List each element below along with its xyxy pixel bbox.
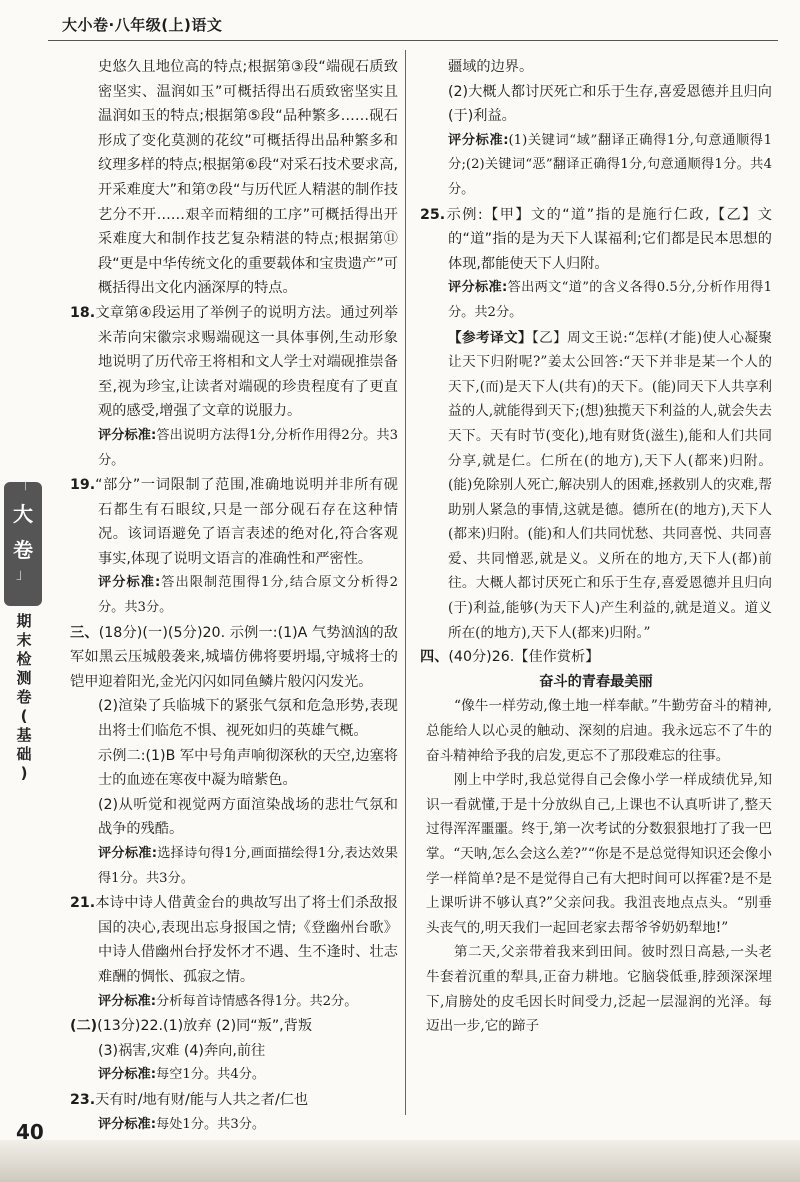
paragraph-text: 文章第④段运用了举例子的说明方法。通过列举米芾向宋徽宗求赐端砚这一具体事例,生动形象地说明了历代帝王将相和文人学士对端砚推崇备至,视为珍宝,让读者对端砚的珍贵程度有了更直观的感受,增强了文章的说服力。 [95,304,398,420]
paragraph-text: 选择诗句得1分,画面描绘得1分,表达效果得1分。共3分。 [98,846,398,886]
paragraph-text: 每空1分。共4分。 [156,1067,266,1083]
answer-paragraph [70,694,398,743]
side-label-char: 检 [16,650,32,668]
criteria-label: 评分标准: [98,575,161,591]
criteria-label: 评分标准: [98,993,157,1009]
paragraph-text: (2)大概人都讨厌死亡和乐于生存,喜爱恩德并且归向(于)利益。 [448,83,772,125]
paragraph-text: 第二天,父亲带着我来到田间。彼时烈日高悬,一头老牛套着沉重的犁具,正奋力耕地。它脑袋低垂,脖颈深深埋下,肩膀处的皮毛因长时间受力,泛起一层湿润的光泽。每迈出一步,它的蹄子 [426,944,772,1035]
paragraph-text: 天有时/地有财/能与人共之者/仁也 [95,1091,309,1108]
answer-paragraph [420,670,772,695]
answer-paragraph [420,129,772,203]
answer-paragraph [420,694,772,768]
answer-paragraph [70,891,398,989]
page-bottom-shade [0,1140,800,1182]
answer-paragraph [70,793,398,842]
answer-paragraph [70,473,398,571]
answer-paragraph [420,55,772,80]
side-label-char: 末 [16,631,32,649]
answer-paragraph [70,571,398,620]
page-number: 40 [16,1120,44,1144]
answer-paragraph [70,990,398,1015]
answer-paragraph [420,645,772,670]
side-tab-bracket-open: 「 [16,481,30,497]
right-column [420,55,772,1039]
answer-paragraph [420,940,772,1038]
side-label-char: 础 [16,745,32,763]
answer-paragraph [420,276,772,325]
answer-paragraph [70,744,398,793]
criteria-label: 评分标准: [448,280,508,296]
side-tab-char: 卷 [13,538,33,562]
side-label-char: ( [20,707,28,725]
answer-paragraph [420,203,772,277]
answer-paragraph [70,424,398,473]
answer-paragraph [70,621,398,695]
side-label-char: 测 [16,669,32,687]
side-tab-bracket-close: 」 [16,567,30,583]
paragraph-text: 疆域的边界。 [448,59,534,75]
paragraph-text: 每处1分。共3分。 [156,1116,266,1132]
paragraph-text: “像牛一样劳动,像土地一样奉献。”牛勤劳奋斗的精神,总能给人以心灵的触动、深刻的启迪。我永远忘不了牛的奋斗精神给予我的启发,更忘不了那段难忘的往事。 [426,698,772,764]
answer-paragraph [70,1063,398,1088]
side-label-char: 卷 [16,688,32,706]
criteria-label: 评分标准: [98,846,157,861]
answer-paragraph [420,80,772,129]
paragraph-text: 示例二:(1)B 军中号角声响彻深秋的天空,边塞将士的血迹在寒夜中凝为暗紫色。 [98,747,398,789]
question-number: 19. [70,477,96,494]
answer-paragraph [420,768,772,940]
paragraph-text: 分析每首诗情感各得1分。共2分。 [156,993,358,1009]
question-number: (二) [70,1018,98,1035]
side-label-char: 期 [16,612,32,630]
paragraph-text: (18分)(一)(5分)20. 示例一:(1)A 气势汹汹的敌军如黑云压城般袭来,城墙仿佛将要坍塌,守城将士的铠甲迎着阳光,金光闪闪如同鱼鳞片般闪闪发光。 [70,624,398,690]
question-number: 25. [420,206,446,223]
paragraph-text: 【乙】周文王说:“怎样(才能)使人心凝聚让天下归附呢?”姜太公回答:“天下并非是某一个人的天下,(而)是天下人(共有)的天下。(能)同天下人共享利益的人,就能得到天下;(想)独揽天下利益的人,就会失去天下。天有时节(变化),地有财货(滋生),能和人们共同分享,就是仁。仁所在(的地方),天下人(都来)归附。(能)免除别人死亡,解决别人的困难,拯救别人的灾难,帮助别人紧急的事情,这就是德。德所在(的地方),天下人(都来)归附。(能)和人们共同忧愁、共同喜悦、共同喜爱、共同憎恶,就是义。义所在的地方,天下人(都)前往。大概人都讨厌死亡和乐于生存,喜爱恩德并且归向(于)利益,能够(为天下人)产生利益的,就是道义。道义所在(的地方),天下人(都来)归附。” [448,329,772,641]
paragraph-text: 本诗中诗人借黄金台的典故写出了将士们杀敌报国的决心,表现出忘身报国之情;《登幽州台歌》中诗人借幽州台抒发怀才不遇、生不逢时、壮志难酬的惆怅、孤寂之情。 [95,895,398,985]
criteria-label: 评分标准: [448,132,509,148]
answer-paragraph [70,1014,398,1039]
paragraph-text: (2)渲染了兵临城下的紧张气氛和危急形势,表现出将士们临危不惧、视死如归的英雄气概。 [98,698,398,740]
header-rule [48,40,778,41]
side-label [12,612,36,783]
side-tab [4,482,42,606]
paragraph-text: (40分)26.【佳作赏析】 [448,649,600,666]
answer-paragraph [70,1088,398,1113]
side-label-char: ) [20,764,28,782]
question-number: 18. [70,304,96,321]
paragraph-text: 答出两文“道”的含义各得0.5分,分析作用得1分。共2分。 [448,280,772,320]
side-tab-char: 大 [13,502,33,526]
paragraph-text: “部分”一词限制了范围,准确地说明并非所有砚石都生有石眼纹,只是一部分砚石存在这种情况。该词语避免了语言表述的绝对化,符合客观事实,体现了说明文语言的准确性和严密性。 [95,477,398,567]
criteria-label: 【参考译文】 [448,329,532,346]
paragraph-text: 答出限制范围得1分,结合原文分析得2分。共3分。 [98,575,398,616]
paragraph-text: (3)祸害,灾难 (4)奔向,前往 [98,1042,266,1059]
answer-paragraph [420,326,772,646]
column-divider [405,50,406,1115]
left-column [70,55,398,1162]
criteria-label: 评分标准: [98,1067,157,1083]
paragraph-text: 示例:【甲】文的“道”指的是施行仁政,【乙】文的“道”指的是为天下人谋福利;它们都是民本思想的体现,都能使天下人归附。 [445,206,772,272]
paragraph-text: 史悠久且地位高的特点;根据第③段“端砚石质致密坚实、温润如玉”可概括得出石质致密坚实且温润如玉的特点;根据第⑤段“品种繁多……砚石形成了变化莫测的花纹”可概括得出品种繁多和纹理多样的特点;根据第⑥段“对采石技术要求高,开采难度大”和第⑦段“与历代匠人精湛的制作技艺分不开……艰辛而精细的工序”可概括得出开采难度大和制作技艺复杂精湛的特点;根据第⑪段“更是中华传统文化的重要载体和宝贵遗产”可概括得出文化内涵深厚的特点。 [98,59,398,297]
paragraph-text: (1)关键词“域”翻译正确得1分,句意通顺得1分;(2)关键词“恶”翻译正确得1分,句意通顺得1分。共4分。 [448,132,772,197]
answer-paragraph [70,1039,398,1064]
paragraph-text: 奋斗的青春最美丽 [539,673,653,690]
answer-paragraph [70,842,398,891]
question-number: 四、 [420,649,449,666]
criteria-label: 评分标准: [98,427,157,443]
answer-paragraph [70,1113,398,1138]
page-header-title: 大小卷·八年级(上)语文 [62,16,223,34]
paragraph-text: (2)从听觉和视觉两方面渲染战场的悲壮气氛和战争的残酷。 [98,796,398,838]
paragraph-text: 刚上中学时,我总觉得自己会像小学一样成绩优异,知识一看就懂,于是十分放纵自己,上课也不认真听讲了,整天过得浑浑噩噩。终于,第一次考试的分数狠狠地打了我一巴掌。“天呐,怎么会这么差?”“你是不是总觉得知识还会像小学一样简单?是不是觉得自己有大把时间可以挥霍?是不是上课听讲不够认真?”父亲问我。我沮丧地点点头。“别垂头丧气的,明天我们一起回老家去帮爷爷奶奶犁地!” [426,772,772,936]
answer-paragraph [70,55,398,301]
question-number: 21. [70,895,96,912]
paragraph-text: (13分)22.(1)放弃 (2)同“叛”,背叛 [97,1018,313,1035]
question-number: 三、 [70,624,99,641]
question-number: 23. [70,1091,96,1108]
criteria-label: 评分标准: [98,1116,157,1132]
paragraph-text: 答出说明方法得1分,分析作用得2分。共3分。 [98,427,398,468]
side-label-char: 基 [16,726,32,744]
answer-paragraph [70,301,398,424]
